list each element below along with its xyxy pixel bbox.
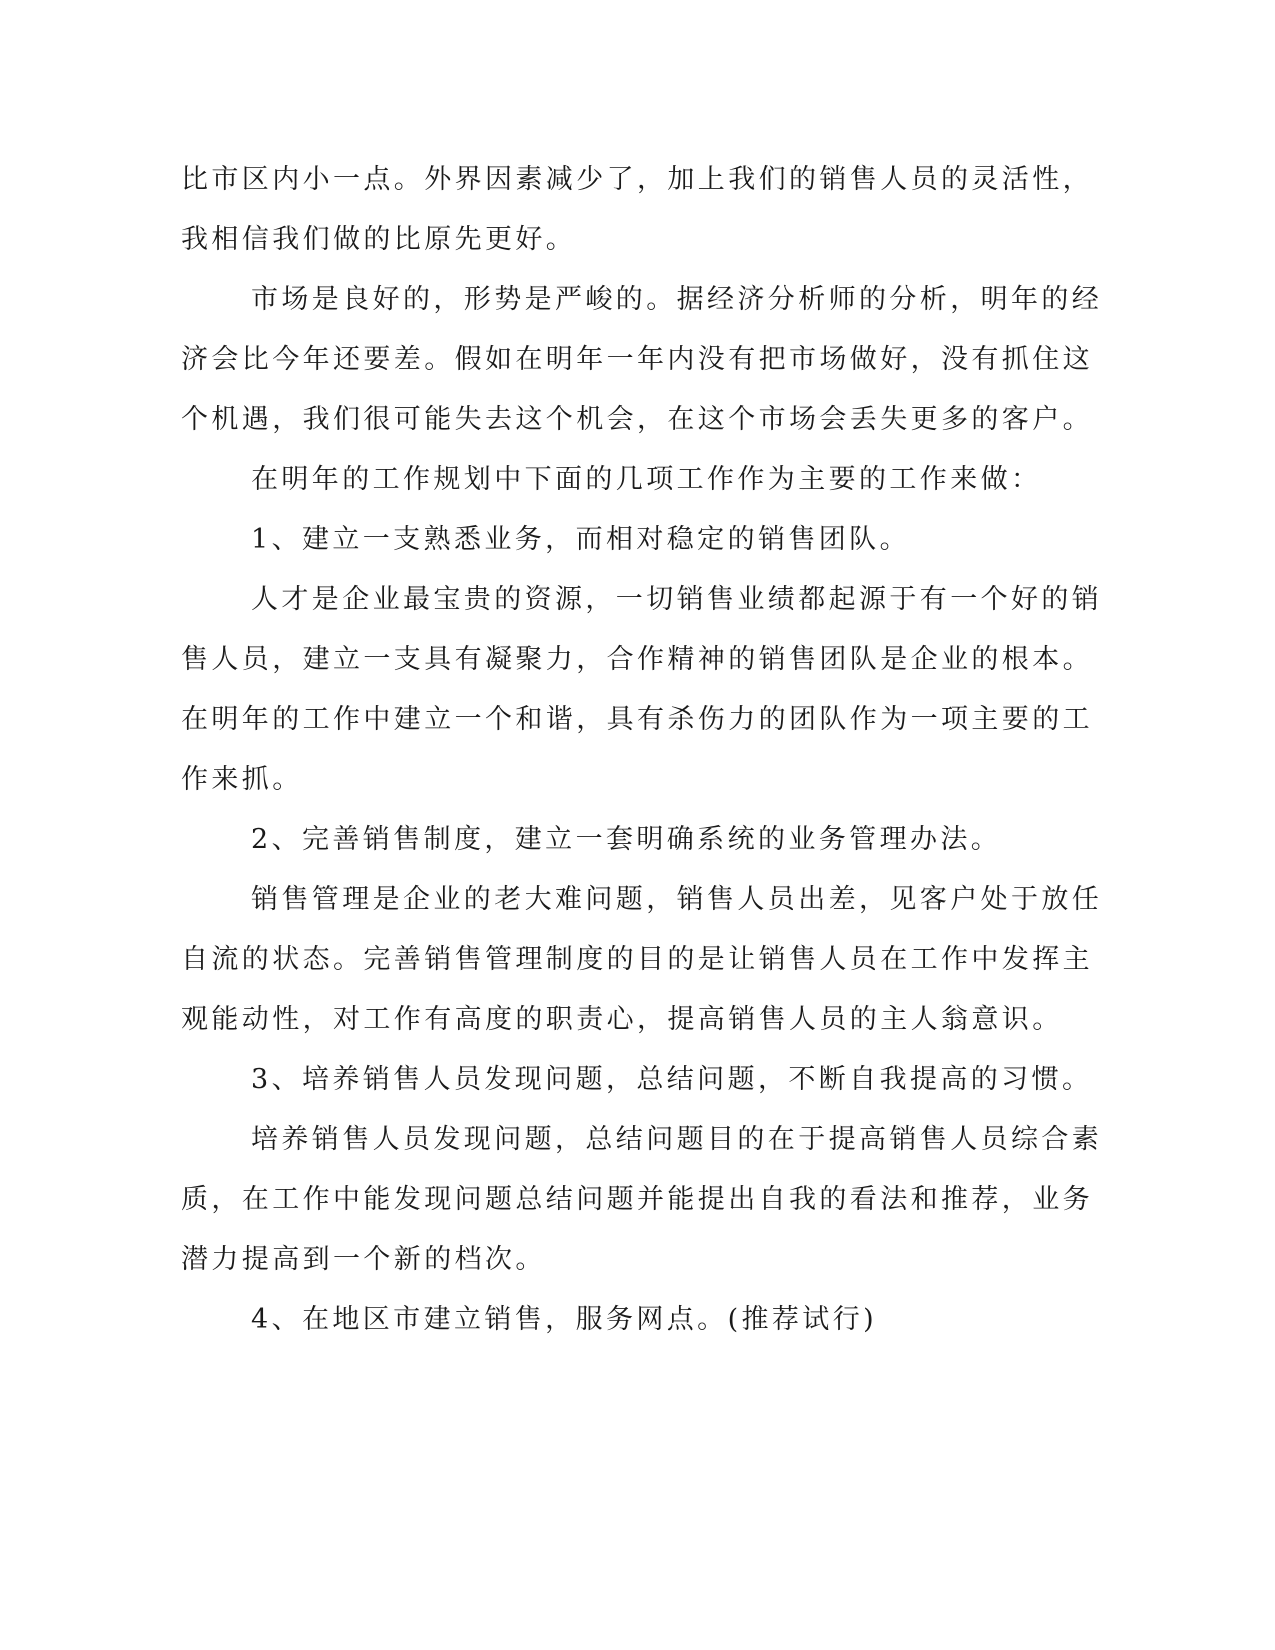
text-line: 观能动性，对工作有高度的职责心，提高销售人员的主人翁意识。	[181, 1004, 1063, 1035]
list-item-4-heading	[181, 1290, 1041, 1350]
paragraph-6	[181, 1110, 1103, 1290]
text-line: 1、建立一支熟悉业务，而相对稳定的销售团队。	[251, 524, 910, 555]
text-line: 质，在工作中能发现问题总结问题并能提出自我的看法和推荐，业务	[181, 1184, 1093, 1215]
text-line: 济会比今年还要差。假如在明年一年内没有把市场做好，没有抓住这	[181, 344, 1093, 375]
list-item-1-heading	[181, 510, 1041, 570]
text-line: 我相信我们做的比原先更好。	[181, 224, 577, 255]
text-line: 在明年的工作中建立一个和谐，具有杀伤力的团队作为一项主要的工	[181, 704, 1093, 735]
paragraph-1	[181, 150, 1093, 270]
paragraph-4	[181, 570, 1103, 810]
list-item-2-heading	[181, 810, 1041, 870]
text-line: 作来抓。	[181, 764, 303, 795]
text-line: 销售管理是企业的老大难问题，销售人员出差，见客户处于放任	[251, 884, 1103, 915]
paragraph-2	[181, 270, 1103, 450]
text-line: 比市区内小一点。外界因素减少了，加上我们的销售人员的灵活性，	[181, 164, 1093, 195]
text-line: 市场是良好的，形势是严峻的。据经济分析师的分析，明年的经	[251, 284, 1103, 315]
text-line: 个机遇，我们很可能失去这个机会，在这个市场会丢失更多的客户。	[181, 404, 1093, 435]
text-line: 售人员，建立一支具有凝聚力，合作精神的销售团队是企业的根本。	[181, 644, 1093, 675]
text-line: 2、完善销售制度，建立一套明确系统的业务管理办法。	[251, 824, 1002, 855]
paragraph-5	[181, 870, 1103, 1050]
text-line: 3、培养销售人员发现问题，总结问题，不断自我提高的习惯。	[251, 1064, 1093, 1095]
text-line: 自流的状态。完善销售管理制度的目的是让销售人员在工作中发挥主	[181, 944, 1093, 975]
text-line: 4、在地区市建立销售，服务网点。(推荐试行)	[251, 1304, 878, 1335]
text-line: 人才是企业最宝贵的资源，一切销售业绩都起源于有一个好的销	[251, 584, 1103, 615]
text-line: 在明年的工作规划中下面的几项工作作为主要的工作来做：	[251, 464, 1042, 495]
paragraph-3	[181, 450, 1041, 510]
list-item-3-heading	[181, 1050, 1093, 1110]
text-line: 潜力提高到一个新的档次。	[181, 1244, 546, 1275]
text-line: 培养销售人员发现问题，总结问题目的在于提高销售人员综合素	[251, 1124, 1103, 1155]
document-page	[181, 150, 1103, 1350]
